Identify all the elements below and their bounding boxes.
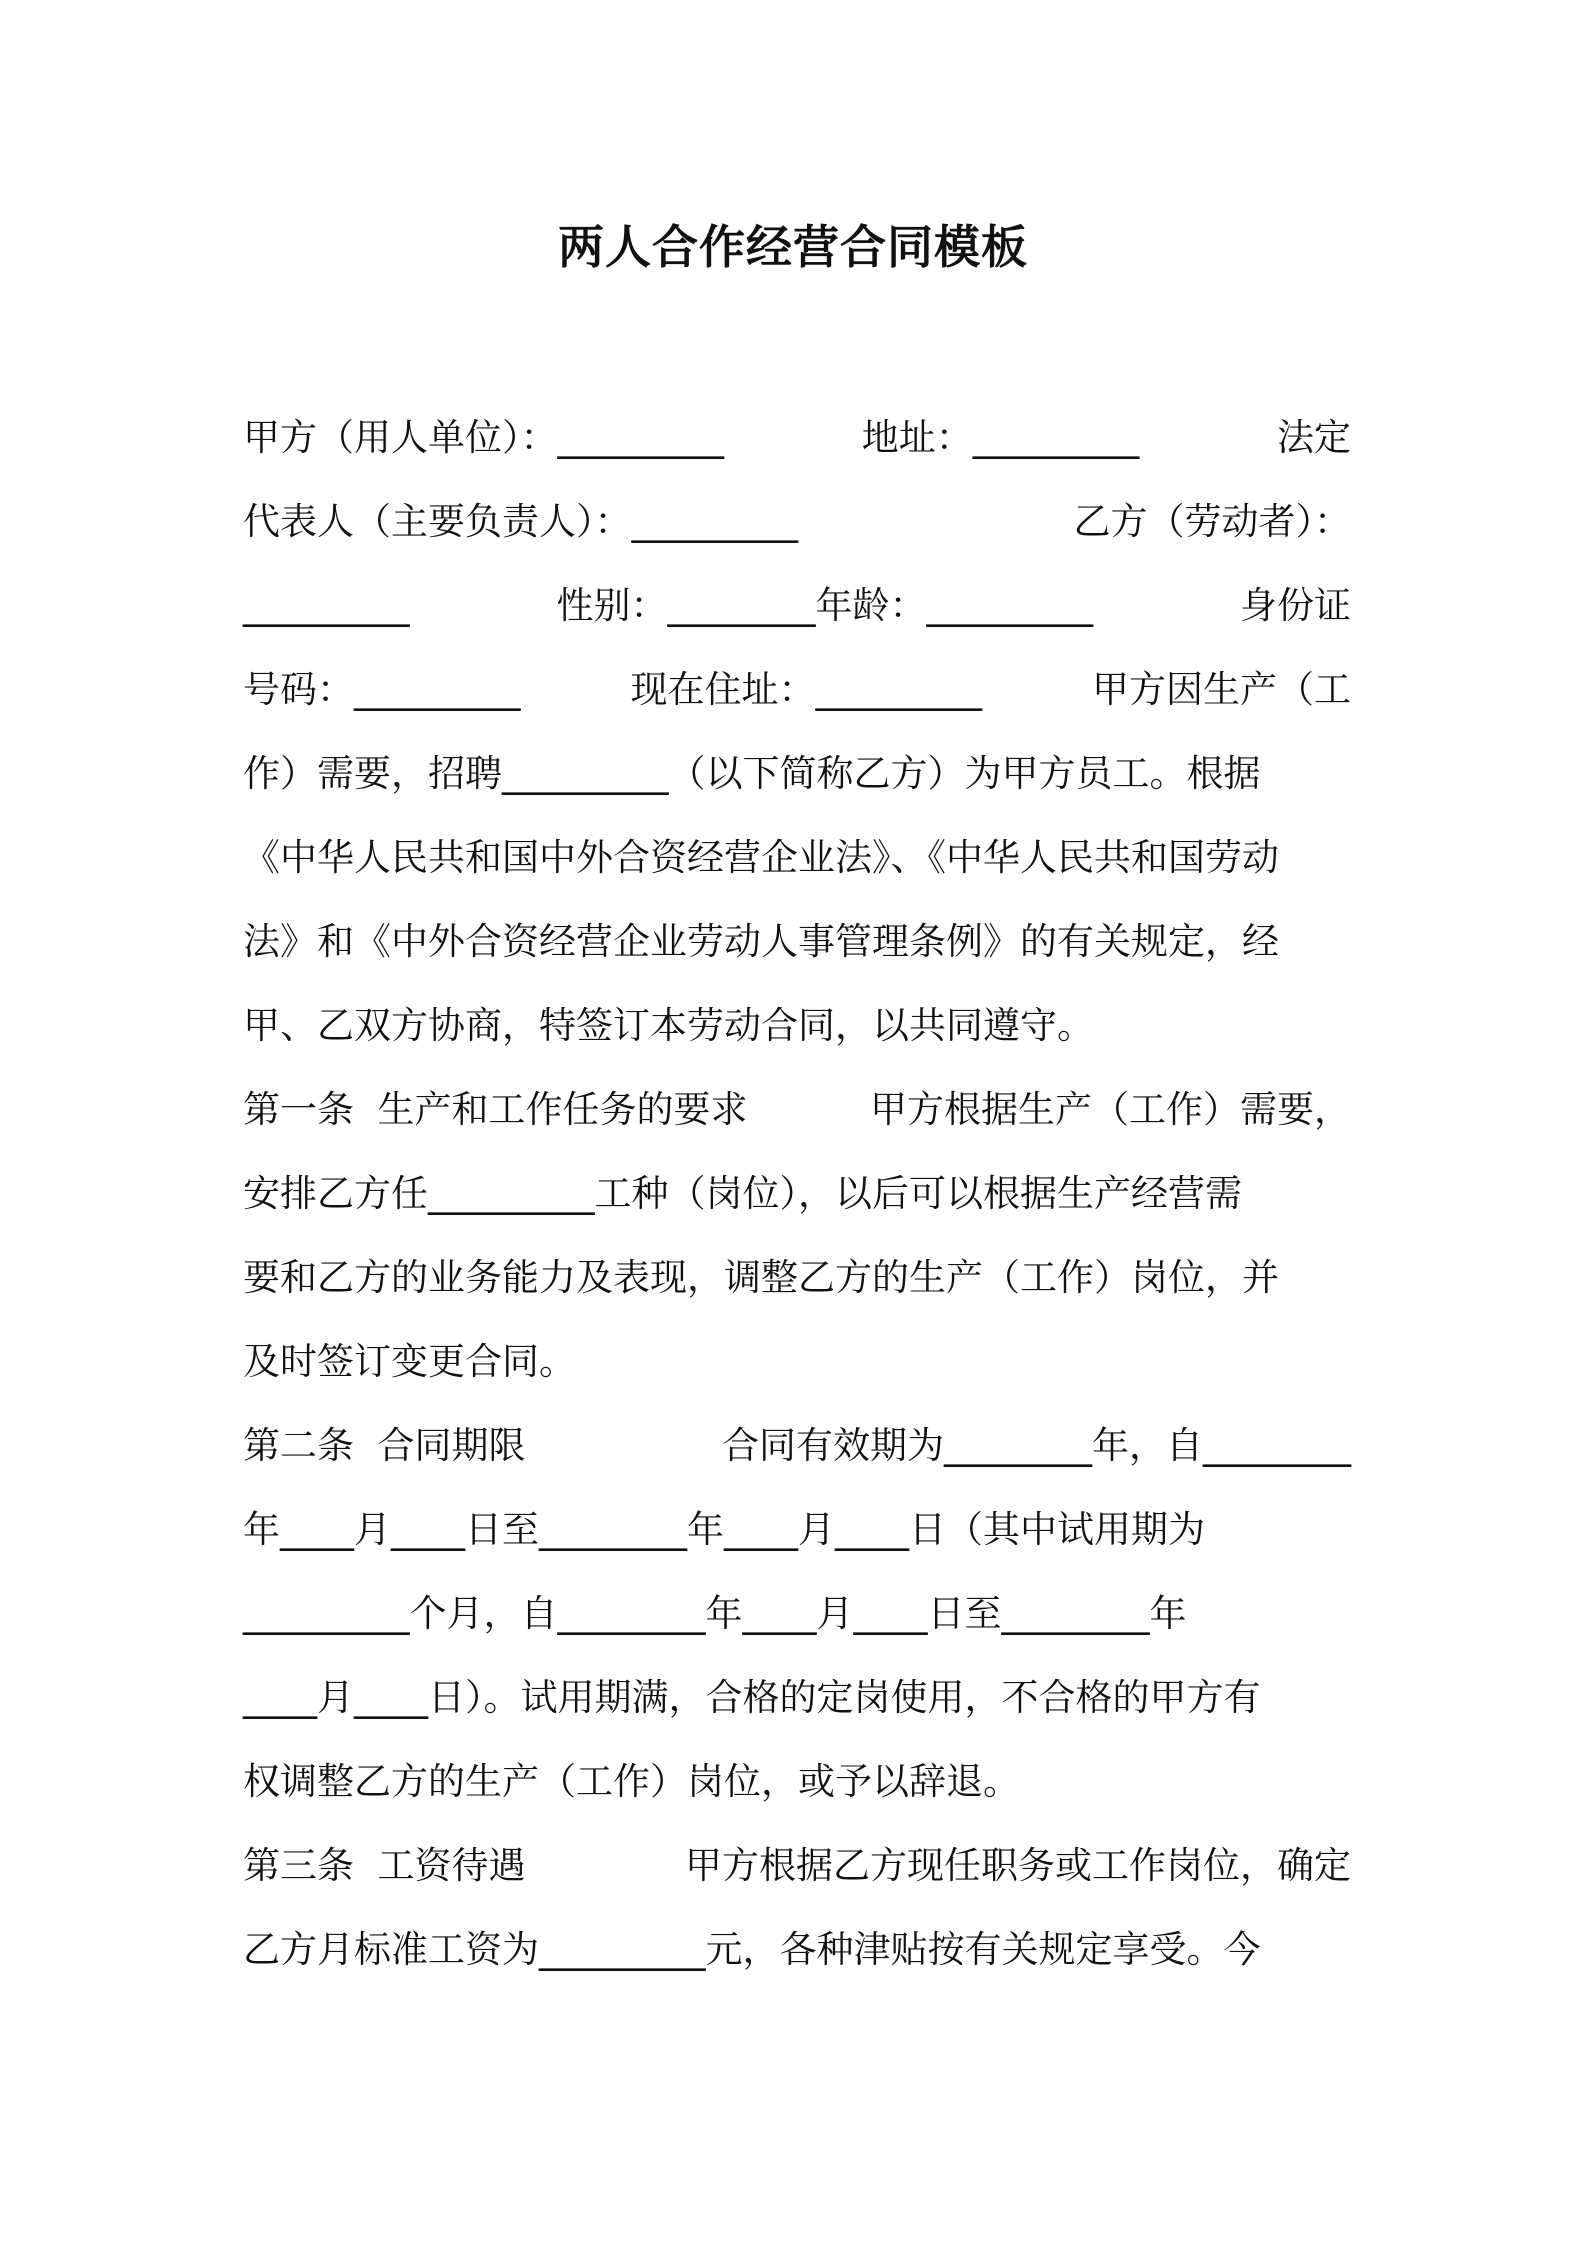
- representative-field: 代表人（主要负责人）：_________: [243, 500, 798, 543]
- article-1-text: 安排乙方任_________工种（岗位），以后可以根据生产经营需: [243, 1172, 1242, 1215]
- preamble-text: 《中华人民共和国中外合资经营企业法》、《中华人民共和国劳动: [243, 836, 1279, 879]
- article-1-text: 甲方根据生产（工作）需要，: [870, 1088, 1351, 1131]
- paragraph-line: [243, 1320, 1351, 1404]
- paragraph-line: [243, 396, 1351, 480]
- article-1-text: 要和乙方的业务能力及表现，调整乙方的生产（工作）岗位，并: [243, 1256, 1279, 1299]
- paragraph-line: [243, 1572, 1351, 1656]
- paragraph-line: [243, 1404, 1351, 1488]
- paragraph-line: [243, 1824, 1351, 1908]
- paragraph-line: [243, 1908, 1351, 1992]
- gender-age-field: 性别：________年龄：_________: [556, 584, 1093, 627]
- document-body: [243, 396, 1351, 1992]
- paragraph-line: [243, 648, 1351, 732]
- id-number-field: 号码：_________: [243, 668, 521, 711]
- article-2-text: 年____月____日至________年____月____日（其中试用期为: [243, 1508, 1205, 1551]
- article-3-text: 甲方根据乙方现任职务或工作岗位，确定: [685, 1844, 1351, 1887]
- paragraph-line: [243, 1068, 1351, 1152]
- paragraph-line: [243, 480, 1351, 564]
- preamble-text: 作）需要，招聘_________（以下简称乙方）为甲方员工。根据: [243, 752, 1261, 795]
- article-3-text: 乙方月标准工资为_________元，各种津贴按有关规定享受。今: [243, 1928, 1261, 1971]
- article-2-text: 合同有效期为________年，自________: [722, 1424, 1351, 1467]
- document-title: 两人合作经营合同模板: [558, 220, 1028, 274]
- preamble-text: 甲方因生产（工: [1092, 668, 1351, 711]
- paragraph-line: [243, 900, 1351, 984]
- article-1-heading: 第一条 生产和工作任务的要求: [243, 1088, 748, 1131]
- party-b-label: 乙方（劳动者）：: [1073, 500, 1351, 543]
- party-a-field: 甲方（用人单位）：_________: [243, 416, 724, 459]
- article-3-heading: 第三条 工资待遇: [243, 1844, 526, 1887]
- article-1-text: 及时签订变更合同。: [243, 1340, 576, 1383]
- id-label: 身份证: [1240, 584, 1351, 627]
- party-b-blank: _________: [243, 584, 410, 627]
- paragraph-line: [243, 1236, 1351, 1320]
- preamble-text: 甲、乙双方协商，特签订本劳动合同，以共同遵守。: [243, 1004, 1094, 1047]
- address-field: 地址：_________: [861, 416, 1140, 459]
- article-2-text: 权调整乙方的生产（工作）岗位，或予以辞退。: [243, 1760, 1020, 1803]
- paragraph-line: [243, 732, 1351, 816]
- paragraph-line: [243, 1656, 1351, 1740]
- article-2-text: ____月____日）。试用期满，合格的定岗使用，不合格的甲方有: [243, 1676, 1261, 1719]
- paragraph-line: [243, 1488, 1351, 1572]
- paragraph-line: [243, 984, 1351, 1068]
- paragraph-line: [243, 1152, 1351, 1236]
- legal-rep-label: 法定: [1277, 416, 1351, 459]
- article-2-heading: 第二条 合同期限: [243, 1424, 526, 1467]
- preamble-text: 法》和《中外合资经营企业劳动人事管理条例》的有关规定，经: [243, 920, 1279, 963]
- paragraph-line: [243, 564, 1351, 648]
- article-2-text: _________个月，自________年____月____日至________年: [243, 1592, 1187, 1635]
- paragraph-line: [243, 816, 1351, 900]
- paragraph-line: [243, 1740, 1351, 1824]
- current-address-field: 现在住址：_________: [630, 668, 982, 711]
